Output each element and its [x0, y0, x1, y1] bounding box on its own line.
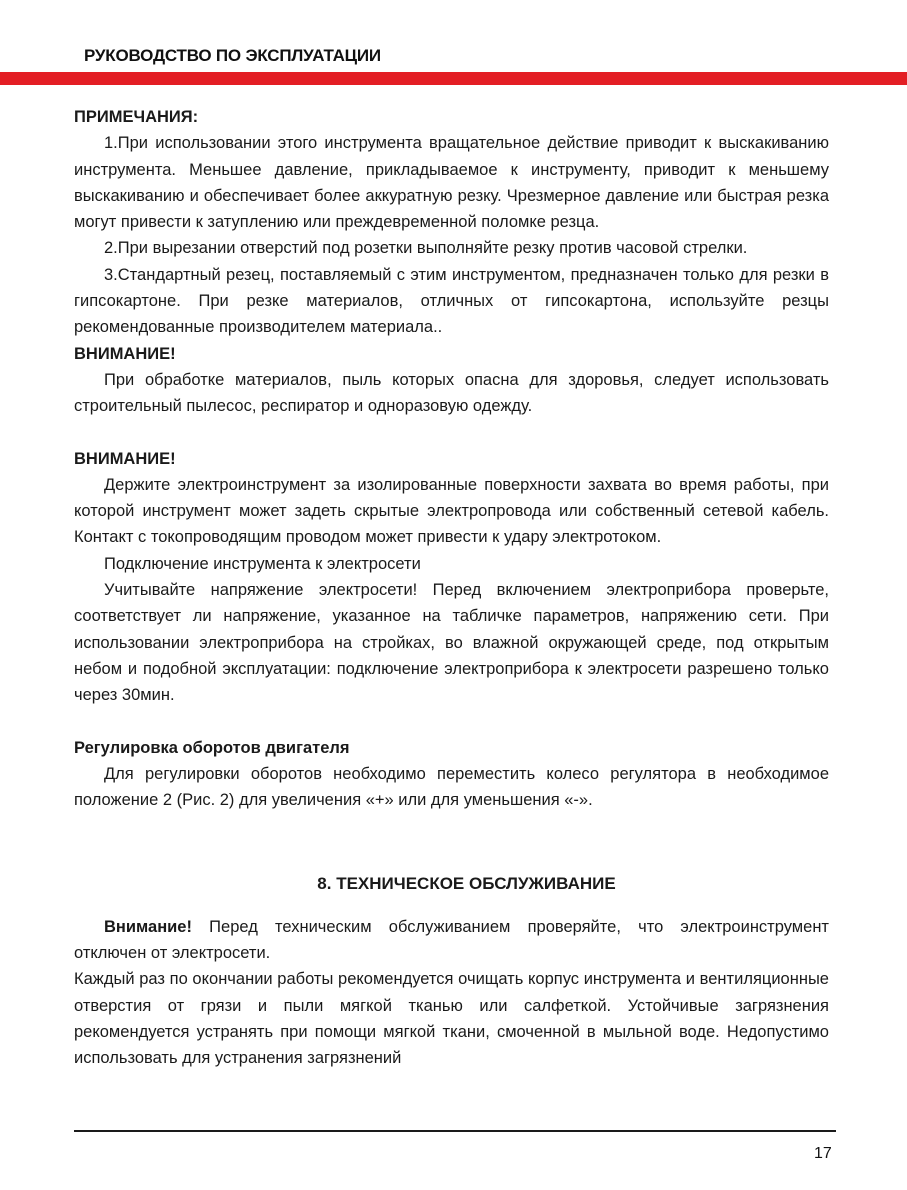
note-item-3: 3.Стандартный резец, поставляемый с этим инструментом, предназначен только для резки в гипсокартоне. При резке материалов, отличных от гипсокартона, используйте резцы рекомендованные производителем материала.. — [74, 265, 829, 337]
speed-control-heading: Регулировка оборотов двигателя — [74, 738, 350, 757]
warning-text-1: При обработке материалов, пыль которых опасна для здоровья, следует использовать строительный пылесос, респиратор и одноразовую одежду. — [74, 370, 829, 416]
page-content — [74, 104, 829, 1072]
power-connection-text: Учитывайте напряжение электросети! Перед включением электроприбора проверьте, соответствует ли напряжение, указанное на табличке параметров, напряжению сети. При использовании электроприбора на стройках, во влажной окружающей среде, под открытым небом и подобной эксплуатации: подключение электроприбора к электросети разрешено только через 30мин. — [74, 581, 829, 705]
maintenance-lead-bold: Внимание! — [104, 917, 192, 936]
warning-heading-2: ВНИМАНИЕ! — [74, 449, 176, 468]
notes-heading: ПРИМЕЧАНИЯ: — [74, 108, 199, 126]
warning-text-2: Держите электроинструмент за изолированные поверхности захвата во время работы, при которой инструмент может задеть скрытые электропровода или собственный сетевой кабель. Контакт с токопроводящим проводом может привести к удару электротоком. — [74, 475, 829, 547]
power-connection-subheading: Подключение инструмента к электросети — [104, 554, 421, 573]
spacer — [74, 813, 829, 871]
spacer — [74, 709, 829, 735]
speed-control-text: Для регулировки оборотов необходимо переместить колесо регулятора в необходимое положение 2 (Рис. 2) для увеличения «+» или для уменьшения «-». — [74, 764, 829, 810]
spacer — [74, 420, 829, 446]
document-header-title: РУКОВОДСТВО ПО ЭКСПЛУАТАЦИИ — [84, 46, 381, 65]
note-item-2: 2.При вырезании отверстий под розетки выполняйте резку против часовой стрелки. — [104, 239, 748, 258]
maintenance-lead-text: Перед техническим обслуживанием проверяйте, что электроинструмент отключен от электросети. — [74, 917, 829, 963]
page-number: 17 — [814, 1145, 832, 1162]
note-item-1: 1.При использовании этого инструмента вращательное действие приводит к выскакиванию инструмента. Меньшее давление, прикладываемое к инструменту, приводит к меньшему выскакиванию и обеспечивает более аккуратную резку. Чрезмерное давление или быстрая резка могут привести к затуплению или преждевременной поломке резца. — [74, 134, 829, 232]
maintenance-text: Каждый раз по окончании работы рекомендуется очищать корпус инструмента и вентиляционные отверстия от грязи и пыли мягкой тканью или салфеткой. Устойчивые загрязнения рекомендуется устранять при помощи мягкой ткани, смоченной в мыльной воде. Недопустимо использовать для устранения загрязнений — [74, 970, 829, 1068]
header-accent-bar — [0, 72, 907, 85]
footer-divider — [74, 1130, 836, 1132]
warning-heading-1: ВНИМАНИЕ! — [74, 344, 176, 363]
maintenance-section-title: 8. ТЕХНИЧЕСКОЕ ОБСЛУЖИВАНИЕ — [317, 874, 616, 894]
maintenance-lead — [74, 914, 829, 967]
